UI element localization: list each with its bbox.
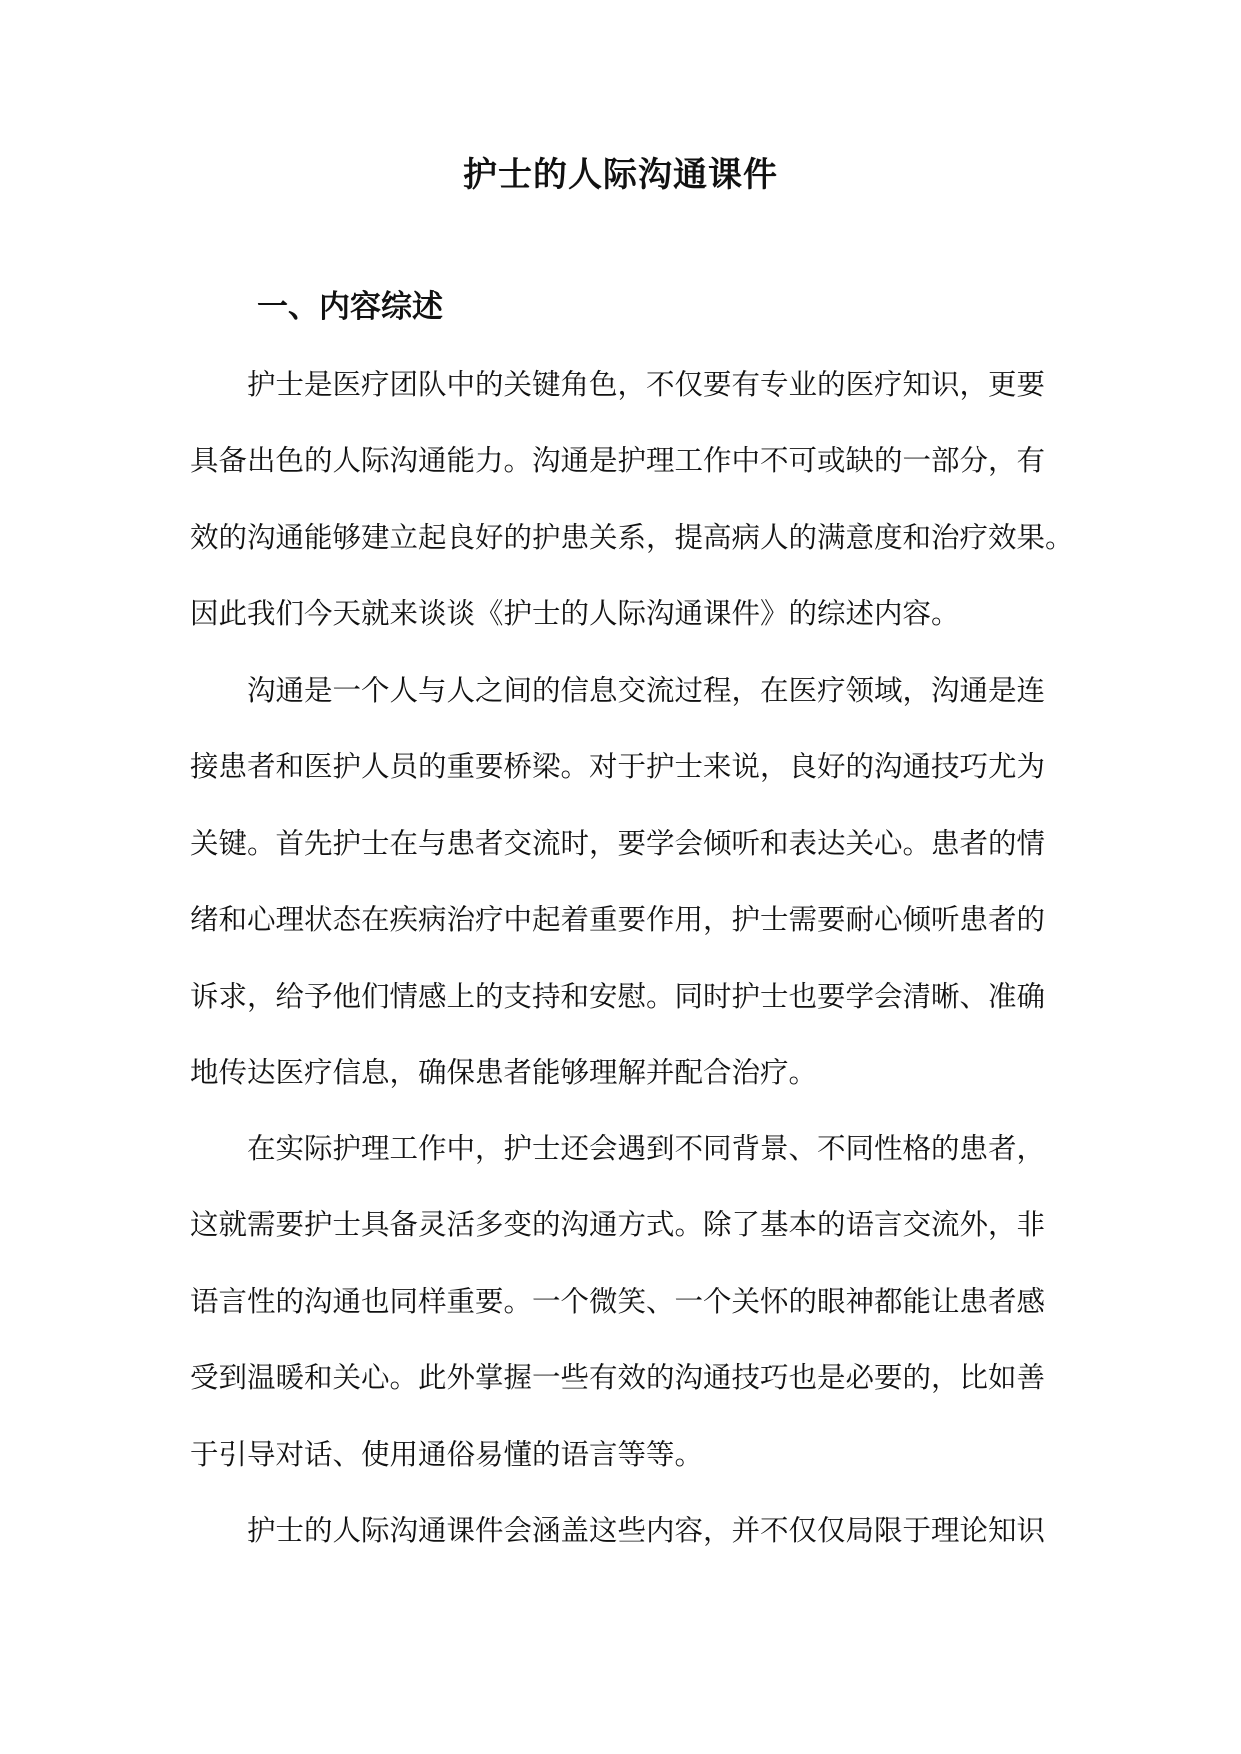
paragraph-line: 效的沟通能够建立起良好的护患关系，提高病人的满意度和治疗效果。 xyxy=(190,520,1074,554)
paragraph-line: 因此我们今天就来谈谈《护士的人际沟通课件》的综述内容。 xyxy=(190,597,960,631)
paragraph-line: 沟通是一个人与人之间的信息交流过程，在医疗领域，沟通是连 xyxy=(247,674,1046,707)
paragraph-4 xyxy=(190,1493,1060,1569)
paragraph-3 xyxy=(190,1111,1060,1493)
paragraph-line: 于引导对话、使用通俗易懂的语言等等。 xyxy=(190,1437,704,1471)
paragraph-line: 这就需要护士具备灵活多变的沟通方式。除了基本的语言交流外，非 xyxy=(190,1208,1046,1242)
paragraph-line: 诉求，给予他们情感上的支持和安慰。同时护士也要学会清晰、准确 xyxy=(190,979,1046,1013)
paragraph-line: 受到温暖和关心。此外掌握一些有效的沟通技巧也是必要的，比如善 xyxy=(190,1361,1046,1395)
paragraph-line: 护士的人际沟通课件会涵盖这些内容，并不仅仅局限于理论知识 xyxy=(247,1514,1046,1547)
section-heading: 一、内容综述 xyxy=(257,289,443,325)
paragraph-line: 绪和心理状态在疾病治疗中起着重要作用，护士需要耐心倾听患者的 xyxy=(190,903,1046,937)
paragraph-1 xyxy=(190,347,1074,653)
paragraph-line: 具备出色的人际沟通能力。沟通是护理工作中不可或缺的一部分，有 xyxy=(190,444,1046,478)
paragraph-line: 语言性的沟通也同样重要。一个微笑、一个关怀的眼神都能让患者感 xyxy=(190,1284,1046,1318)
paragraph-2 xyxy=(190,653,1060,1111)
page-title: 护士的人际沟通课件 xyxy=(463,155,778,195)
paragraph-line: 地传达医疗信息，确保患者能够理解并配合治疗。 xyxy=(190,1055,818,1089)
paragraph-line: 在实际护理工作中，护士还会遇到不同背景、不同性格的患者， xyxy=(247,1132,1046,1165)
paragraph-line: 关键。首先护士在与患者交流时，要学会倾听和表达关心。患者的情 xyxy=(190,826,1046,860)
paragraph-line: 接患者和医护人员的重要桥梁。对于护士来说，良好的沟通技巧尤为 xyxy=(190,750,1046,784)
paragraph-line: 护士是医疗团队中的关键角色，不仅要有专业的医疗知识，更要 xyxy=(247,368,1046,401)
